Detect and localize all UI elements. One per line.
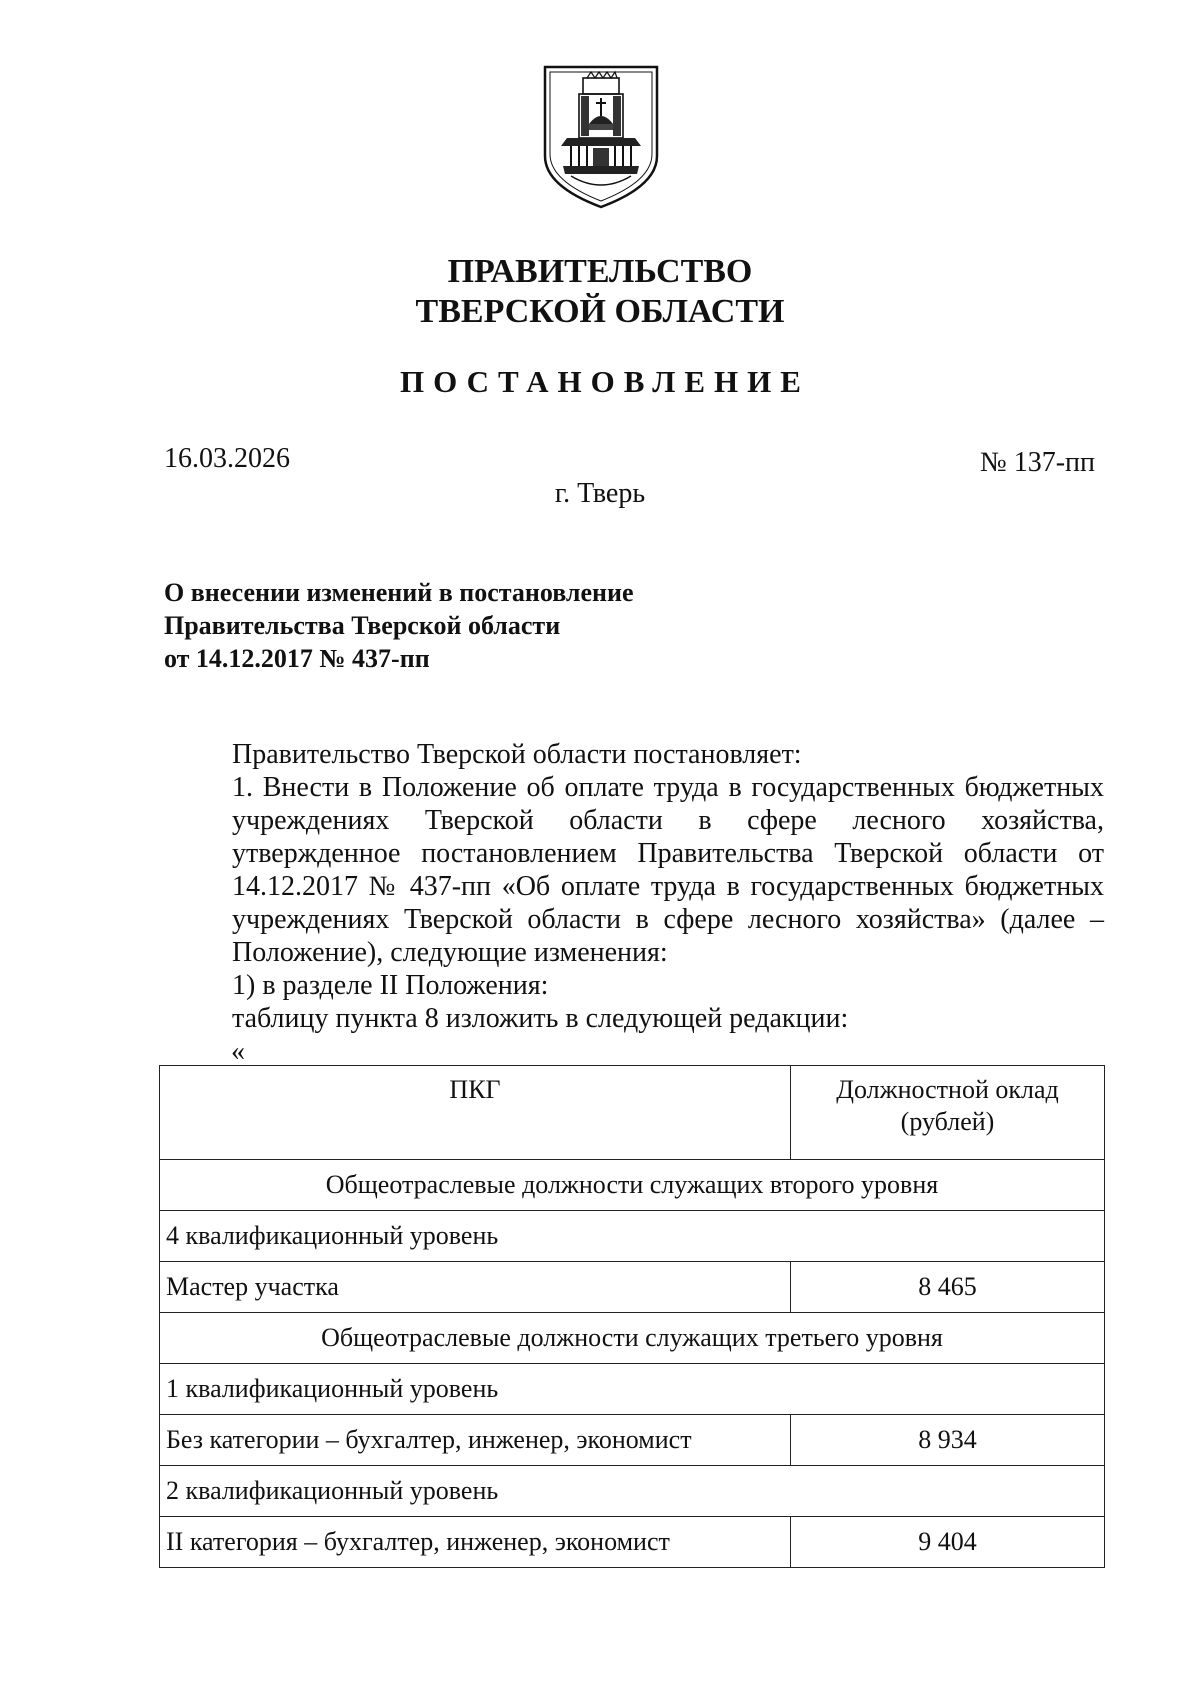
position-cell: II категория – бухгалтер, инженер, экономист — [160, 1517, 791, 1568]
table-row — [160, 1517, 1105, 1568]
level-cell: 1 квалификационный уровень — [160, 1364, 1105, 1415]
subject-line-2: Правительства Тверской области — [164, 611, 561, 640]
header-pkg: ПКГ — [160, 1066, 791, 1160]
salary-cell: 9 404 — [791, 1517, 1105, 1568]
salary-cell: 8 465 — [791, 1262, 1105, 1313]
document-subject — [164, 576, 634, 675]
level-cell: 4 квалификационный уровень — [160, 1211, 1105, 1262]
table-header-row — [160, 1066, 1105, 1160]
position-cell: Без категории – бухгалтер, инженер, экономист — [160, 1415, 791, 1466]
table-row — [160, 1262, 1105, 1313]
document-date: 16.03.2026 — [164, 443, 290, 474]
document-city: г. Тверь — [554, 478, 646, 509]
position-cell: Мастер участка — [160, 1262, 791, 1313]
table-row — [160, 1160, 1105, 1211]
salary-table — [159, 1065, 1105, 1568]
body-item-1-text: таблицу пункта 8 изложить в следующей редакции: — [232, 1003, 849, 1034]
government-line-1: ПРАВИТЕЛЬСТВО — [447, 253, 753, 290]
tver-coat-of-arms-icon — [541, 64, 661, 210]
document-body — [164, 738, 1104, 1035]
group-cell: Общеотраслевые должности служащих второго уровня — [160, 1160, 1105, 1211]
table-row — [160, 1211, 1105, 1262]
document-number: № 137-пп — [979, 447, 1095, 478]
header-salary — [791, 1066, 1105, 1160]
subject-line-3: от 14.12.2017 № 437-пп — [164, 644, 430, 673]
table-row — [160, 1466, 1105, 1517]
table-row — [160, 1364, 1105, 1415]
header-salary-line-2: (рублей) — [900, 1107, 995, 1136]
document-type: ПОСТАНОВЛЕНИЕ — [400, 364, 810, 399]
body-item-1: 1) в разделе II Положения: — [232, 970, 549, 1001]
government-name — [0, 252, 1200, 332]
level-cell: 2 квалификационный уровень — [160, 1466, 1105, 1517]
salary-cell: 8 934 — [791, 1415, 1105, 1466]
table-row — [160, 1415, 1105, 1466]
body-intro: Правительство Тверской области постановляет: — [232, 739, 802, 770]
group-cell: Общеотраслевые должности служащих третьего уровня — [160, 1313, 1105, 1364]
body-paragraph-1: 1. Внести в Положение об оплате труда в государственных бюджетных учреждениях Тверской области в сфере лесного хозяйства, утвержденное постановлением Правительства Тверской области от 14.12.2017 № 437-пп «Об оплате труда в государственных бюджетных учреждениях Тверской области в сфере лесного хозяйства» (далее – Положение), следующие изменения: — [232, 772, 1104, 968]
table-row — [160, 1313, 1105, 1364]
header-salary-line-1: Должностной оклад — [836, 1075, 1059, 1104]
government-line-2: ТВЕРСКОЙ ОБЛАСТИ — [415, 293, 785, 330]
subject-line-1: О внесении изменений в постановление — [164, 578, 634, 607]
opening-quote: « — [231, 1036, 245, 1067]
